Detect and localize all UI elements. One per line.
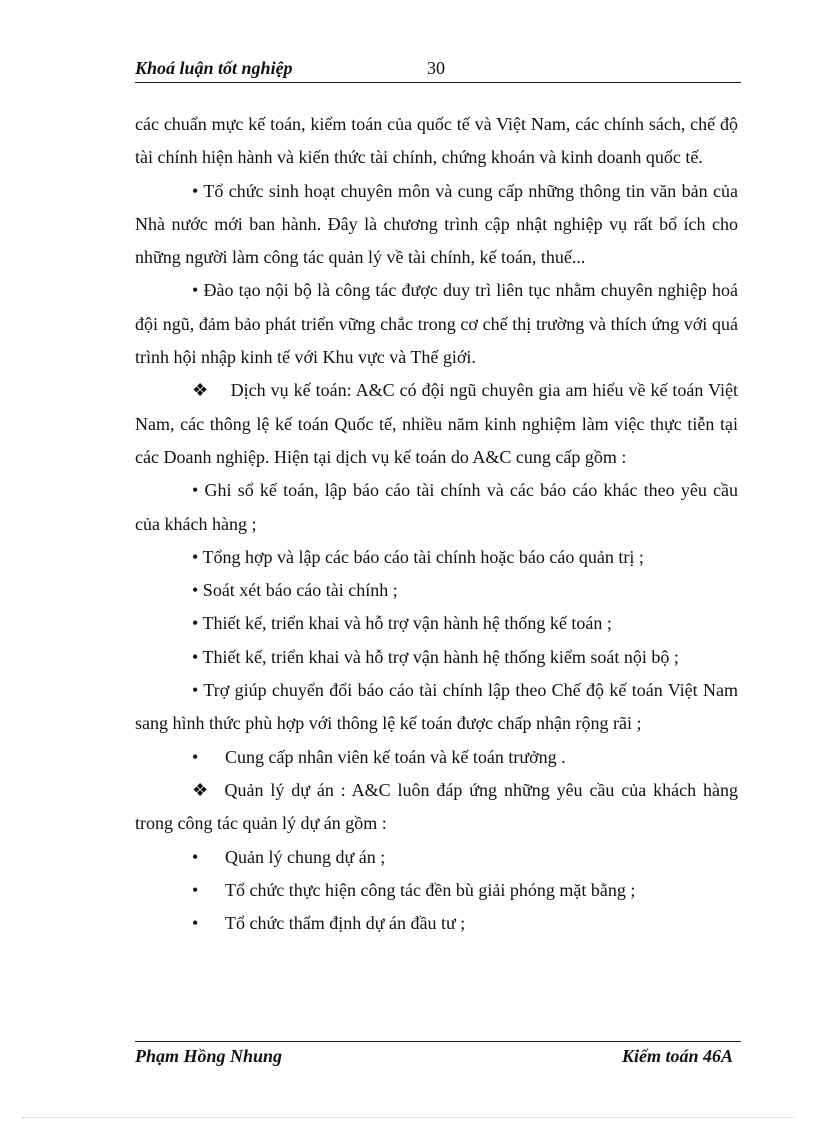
staff-item-text: Cung cấp nhân viên kế toán và kế toán trưởng .: [225, 746, 566, 767]
accounting-item: • Tổng hợp và lập các báo cáo tài chính hoặc báo cáo quản trị ;: [192, 546, 644, 567]
section-project-text: Quản lý dự án : A&C luôn đáp ứng những yêu cầu của khách hàng trong công tác quản lý dự án gồm :: [135, 779, 739, 834]
staff-item: [135, 741, 738, 774]
author-name: Phạm Hồng Nhung: [135, 1046, 283, 1066]
project-item-text: Tổ chức thực hiện công tác đền bù giải phóng mặt bằng ;: [225, 879, 636, 900]
accounting-item: • Ghi sổ kế toán, lập báo cáo tài chính và các báo cáo khác theo yêu cầu của khách hàng ;: [135, 480, 738, 534]
project-item-text: Quản lý chung dự án ;: [225, 846, 386, 867]
bullet-icon: •: [192, 913, 199, 934]
accounting-item: • Trợ giúp chuyển đổi báo cáo tài chính lập theo Chế độ kế toán Việt Nam sang hình thức phù hợp với thông lệ kế toán được chấp nhận rộng rãi ;: [135, 680, 738, 734]
section-accounting-services: [135, 374, 738, 474]
bullet-icon: •: [192, 746, 199, 767]
project-item-text: Tổ chức thẩm định dự án đầu tư ;: [225, 913, 466, 934]
accounting-item: • Thiết kế, triển khai và hỗ trợ vận hành hệ thống kiểm soát nội bộ ;: [192, 646, 679, 667]
bullet-training-sessions: • Tổ chức sinh hoạt chuyên môn và cung cấp những thông tin văn bản của Nhà nước mới ban hành. Đây là chương trình cập nhật nghiệp vụ rất bổ ích cho những người làm công tác quản lý về tài chính, kế toán, thuế...: [135, 180, 738, 268]
project-item: [135, 874, 738, 907]
paragraph-intro: các chuẩn mực kế toán, kiểm toán của quốc tế và Việt Nam, các chính sách, chế độ tài chính hiện hành và kiến thức tài chính, chứng khoán và kinh doanh quốc tế.: [135, 114, 738, 168]
bullet-icon: •: [192, 879, 199, 900]
page-edge-divider: [22, 1117, 794, 1118]
page-number: 30: [427, 58, 445, 78]
bullet-icon: •: [192, 846, 199, 867]
page-footer: [135, 1041, 741, 1072]
thesis-title: Khoá luận tốt nghiệp: [135, 58, 293, 78]
department-label: Kiểm toán 46A: [621, 1046, 733, 1066]
diamond-bullet-icon: ❖: [192, 779, 211, 800]
page-header: [135, 58, 741, 83]
section-accounting-text: Dịch vụ kế toán: A&C có đội ngũ chuyên gia am hiểu về kế toán Việt Nam, các thông lệ kế toán Quốc tế, nhiều năm kinh nghiệm làm việc thực tiễn tại các Doanh nghiệp. Hiện tại dịch vụ kế toán do A&C cung cấp gồm :: [135, 380, 738, 467]
accounting-item: • Soát xét báo cáo tài chính ;: [192, 580, 398, 601]
page-body: [135, 108, 738, 940]
project-item: [135, 841, 738, 874]
project-item: [135, 907, 738, 940]
accounting-item: • Thiết kế, triển khai và hỗ trợ vận hành hệ thống kế toán ;: [192, 613, 612, 634]
diamond-bullet-icon: ❖: [192, 380, 209, 401]
bullet-internal-training: • Đào tạo nội bộ là công tác được duy trì liên tục nhằm chuyên nghiệp hoá đội ngũ, đảm bảo phát triển vững chắc trong cơ chế thị trường và thích ứng với quá trình hội nhập kinh tế với Khu vực và Thế giới.: [135, 280, 738, 368]
section-project-management: [135, 774, 738, 841]
